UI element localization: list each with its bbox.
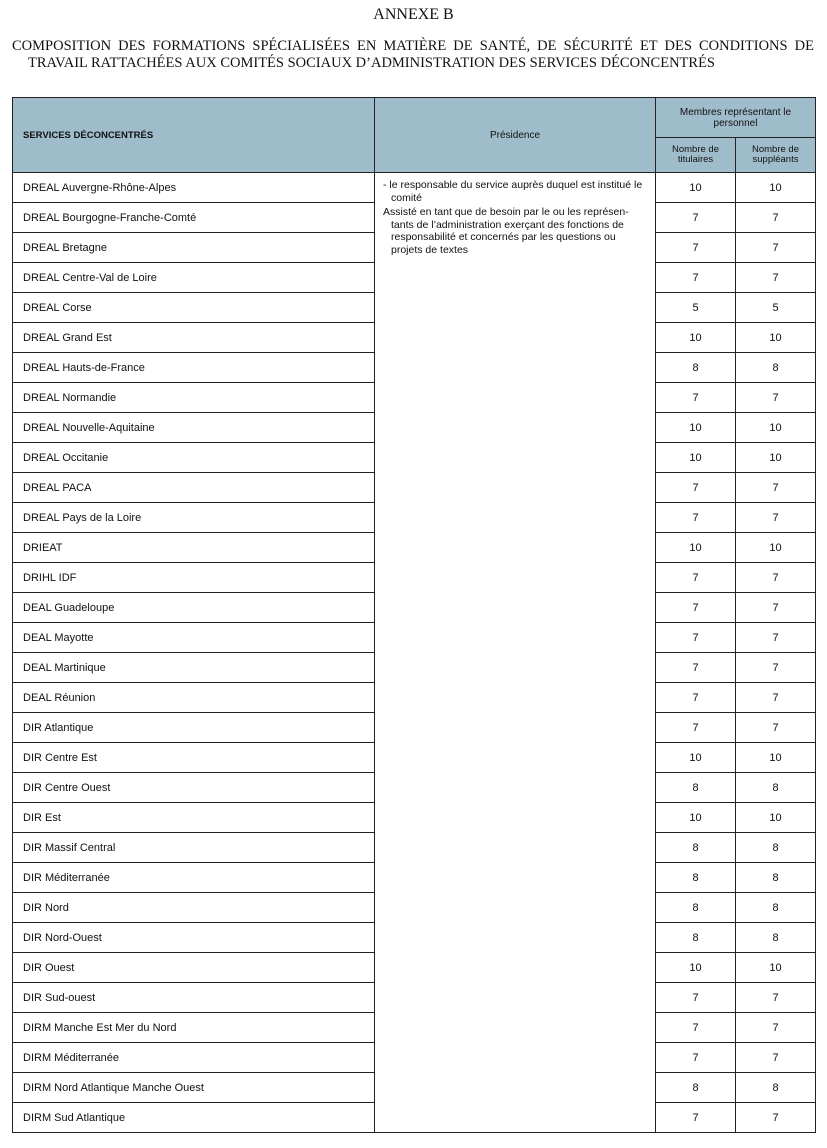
service-name-cell: DIR Est [13, 803, 375, 833]
suppleants-cell: 8 [736, 863, 816, 893]
service-name-cell: DIRM Sud Atlantique [13, 1103, 375, 1133]
suppleants-cell: 7 [736, 653, 816, 683]
titulaires-cell: 10 [656, 533, 736, 563]
service-name-cell: DREAL Auvergne-Rhône-Alpes [13, 173, 375, 203]
suppleants-cell: 7 [736, 233, 816, 263]
titulaires-cell: 7 [656, 263, 736, 293]
titulaires-cell: 10 [656, 173, 736, 203]
suppleants-cell: 7 [736, 563, 816, 593]
titulaires-cell: 7 [656, 683, 736, 713]
suppleants-cell: 7 [736, 593, 816, 623]
header-row-top [13, 98, 816, 138]
service-name-cell: DIR Centre Ouest [13, 773, 375, 803]
service-name-cell: DIR Méditerranée [13, 863, 375, 893]
titulaires-cell: 8 [656, 923, 736, 953]
service-name-cell: DRIEAT [13, 533, 375, 563]
suppleants-cell: 10 [736, 953, 816, 983]
service-name-cell: DIRM Nord Atlantique Manche Ouest [13, 1073, 375, 1103]
titulaires-cell: 8 [656, 863, 736, 893]
titulaires-cell: 10 [656, 323, 736, 353]
header-membres: Membres représentant le personnel [656, 98, 816, 138]
titulaires-cell: 7 [656, 593, 736, 623]
presidence-cell [375, 173, 656, 1133]
suppleants-cell: 7 [736, 263, 816, 293]
titulaires-cell: 7 [656, 1043, 736, 1073]
titulaires-cell: 7 [656, 983, 736, 1013]
titulaires-cell: 8 [656, 353, 736, 383]
titulaires-cell: 7 [656, 233, 736, 263]
titulaires-cell: 7 [656, 203, 736, 233]
suppleants-cell: 10 [736, 443, 816, 473]
titulaires-cell: 8 [656, 773, 736, 803]
titulaires-cell: 7 [656, 1103, 736, 1133]
service-name-cell: DIR Nord-Ouest [13, 923, 375, 953]
suppleants-cell: 8 [736, 1073, 816, 1103]
suppleants-cell: 7 [736, 383, 816, 413]
titulaires-cell: 7 [656, 623, 736, 653]
suppleants-cell: 10 [736, 803, 816, 833]
titulaires-cell: 8 [656, 1073, 736, 1103]
service-name-cell: DREAL Occitanie [13, 443, 375, 473]
document-heading: COMPOSITION DES FORMATIONS SPÉCIALISÉES EN MATIÈRE DE SANTÉ, DE SÉCURITÉ ET DES CONDITIONS DE TRAVAIL RATTACHÉES AUX COMITÉS SOCIAUX D’ADMINISTRATION DES SERVICES DÉCONCENTRÉS [12, 38, 814, 71]
service-name-cell: DIRM Manche Est Mer du Nord [13, 1013, 375, 1043]
titulaires-cell: 7 [656, 1013, 736, 1043]
service-name-cell: DREAL Normandie [13, 383, 375, 413]
service-name-cell: DREAL Hauts-de-France [13, 353, 375, 383]
titulaires-cell: 5 [656, 293, 736, 323]
service-name-cell: DREAL Corse [13, 293, 375, 323]
suppleants-cell: 7 [736, 713, 816, 743]
suppleants-cell: 7 [736, 623, 816, 653]
titulaires-cell: 7 [656, 383, 736, 413]
service-name-cell: DIR Atlantique [13, 713, 375, 743]
service-name-cell: DREAL PACA [13, 473, 375, 503]
header-presidence: Présidence [375, 98, 656, 173]
titulaires-cell: 10 [656, 953, 736, 983]
service-name-cell: DIR Nord [13, 893, 375, 923]
suppleants-cell: 7 [736, 683, 816, 713]
presidence-line-assiste: Assisté en tant que de besoin par le ou les représen-tants de l’administration exerçant des fonctions de responsabilité et concernés par les questions ou projets de textes [383, 206, 629, 256]
table-row [13, 173, 816, 203]
titulaires-cell: 10 [656, 443, 736, 473]
service-name-cell: DIRM Méditerranée [13, 1043, 375, 1073]
service-name-cell: DEAL Réunion [13, 683, 375, 713]
titulaires-cell: 7 [656, 473, 736, 503]
suppleants-cell: 5 [736, 293, 816, 323]
header-titulaires: Nombre de titulaires [656, 138, 736, 173]
service-name-cell: DREAL Pays de la Loire [13, 503, 375, 533]
service-name-cell: DRIHL IDF [13, 563, 375, 593]
service-name-cell: DIR Centre Est [13, 743, 375, 773]
titulaires-cell: 10 [656, 413, 736, 443]
service-name-cell: DIR Sud-ouest [13, 983, 375, 1013]
suppleants-cell: 7 [736, 203, 816, 233]
titulaires-cell: 10 [656, 803, 736, 833]
service-name-cell: DIR Massif Central [13, 833, 375, 863]
titulaires-cell: 7 [656, 713, 736, 743]
composition-table [12, 97, 816, 1133]
service-name-cell: DREAL Bretagne [13, 233, 375, 263]
suppleants-cell: 8 [736, 893, 816, 923]
header-suppleants: Nombre de suppléants [736, 138, 816, 173]
service-name-cell: DEAL Mayotte [13, 623, 375, 653]
titulaires-cell: 7 [656, 653, 736, 683]
service-name-cell: DREAL Bourgogne-Franche-Comté [13, 203, 375, 233]
titulaires-cell: 8 [656, 893, 736, 923]
header-services: SERVICES DÉCONCENTRÉS [13, 98, 375, 173]
service-name-cell: DIR Ouest [13, 953, 375, 983]
suppleants-cell: 10 [736, 173, 816, 203]
suppleants-cell: 7 [736, 503, 816, 533]
table-body [13, 173, 816, 1133]
titulaires-cell: 10 [656, 743, 736, 773]
suppleants-cell: 7 [736, 473, 816, 503]
suppleants-cell: 10 [736, 413, 816, 443]
service-name-cell: DREAL Grand Est [13, 323, 375, 353]
suppleants-cell: 8 [736, 833, 816, 863]
suppleants-cell: 7 [736, 983, 816, 1013]
suppleants-cell: 8 [736, 773, 816, 803]
titulaires-cell: 7 [656, 503, 736, 533]
annex-title: ANNEXE B [373, 6, 454, 23]
suppleants-cell: 10 [736, 743, 816, 773]
suppleants-cell: 8 [736, 353, 816, 383]
service-name-cell: DEAL Martinique [13, 653, 375, 683]
suppleants-cell: 10 [736, 323, 816, 353]
suppleants-cell: 10 [736, 533, 816, 563]
service-name-cell: DREAL Centre-Val de Loire [13, 263, 375, 293]
suppleants-cell: 7 [736, 1043, 816, 1073]
service-name-cell: DEAL Guadeloupe [13, 593, 375, 623]
titulaires-cell: 7 [656, 563, 736, 593]
suppleants-cell: 7 [736, 1103, 816, 1133]
suppleants-cell: 7 [736, 1013, 816, 1043]
service-name-cell: DREAL Nouvelle-Aquitaine [13, 413, 375, 443]
presidence-line-responsable: - le responsable du service auprès duquel est institué le comité [383, 179, 643, 204]
titulaires-cell: 8 [656, 833, 736, 863]
suppleants-cell: 8 [736, 923, 816, 953]
